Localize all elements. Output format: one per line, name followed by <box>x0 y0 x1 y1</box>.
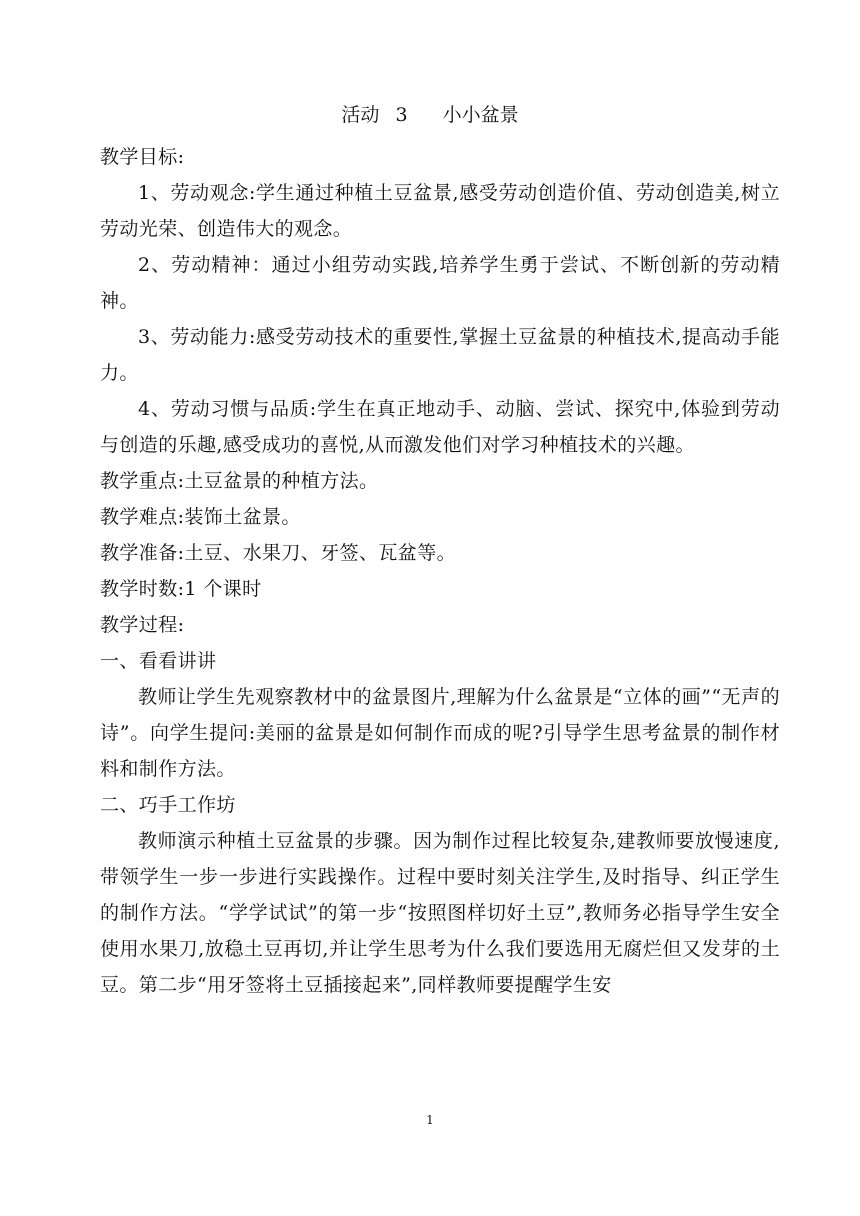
heading-teaching-objectives: 教学目标: <box>100 146 185 168</box>
heading-teaching-process: 教学过程: <box>100 614 185 636</box>
objective-item-2: 2、劳动精神：通过小组劳动实践,培养学生勇于尝试、不断创新的劳动精神。 <box>100 254 780 312</box>
teaching-difficulty: 教学难点:装饰土盆景。 <box>100 506 301 528</box>
page-number: 1 <box>426 1113 434 1127</box>
teaching-preparation: 教学准备:土豆、水果刀、牙签、瓦盆等。 <box>100 542 457 564</box>
section-heading-2: 二、巧手工作坊 <box>100 794 236 816</box>
document-body <box>100 139 780 1003</box>
objective-item-4: 4、劳动习惯与品质:学生在真正地动手、动脑、尝试、探究中,体验到劳动与创造的乐趣,感受成功的喜悦,从而激发他们对学习种植技术的兴趣。 <box>100 398 780 456</box>
section-1-paragraph: 教师让学生先观察教材中的盆景图片,理解为什么盆景是“立体的画”“无声的诗”。向学生提问:美丽的盆景是如何制作而成的呢?引导学生思考盆景的制作材料和制作方法。 <box>100 686 780 780</box>
objective-item-3: 3、劳动能力:感受劳动技术的重要性,掌握土豆盆景的种植技术,提高动手能力。 <box>100 326 780 384</box>
objective-item-1: 1、劳动观念:学生通过种植土豆盆景,感受劳动创造价值、劳动创造美,树立劳动光荣、创造伟大的观念。 <box>100 182 780 240</box>
teaching-key-point: 教学重点:土豆盆景的种植方法。 <box>100 470 379 492</box>
section-2-paragraph: 教师演示种植土豆盆景的步骤。因为制作过程比较复杂,建教师要放慢速度,带领学生一步一步进行实践操作。过程中要时刻关注学生,及时指导、纠正学生的制作方法。“学学试试”的第一步“按照图样切好土豆”,教师务必指导学生安全使用水果刀,放稳土豆再切,并让学生思考为什么我们要选用无腐烂但又发芽的土豆。第二步“用牙签将土豆插接起来”,同样教师要提醒学生安 <box>100 830 780 996</box>
section-heading-1: 一、看看讲讲 <box>100 650 217 672</box>
teaching-hours: 教学时数:1 个课时 <box>100 578 262 600</box>
document-title: 活动 3 小小盆景 <box>341 104 519 126</box>
